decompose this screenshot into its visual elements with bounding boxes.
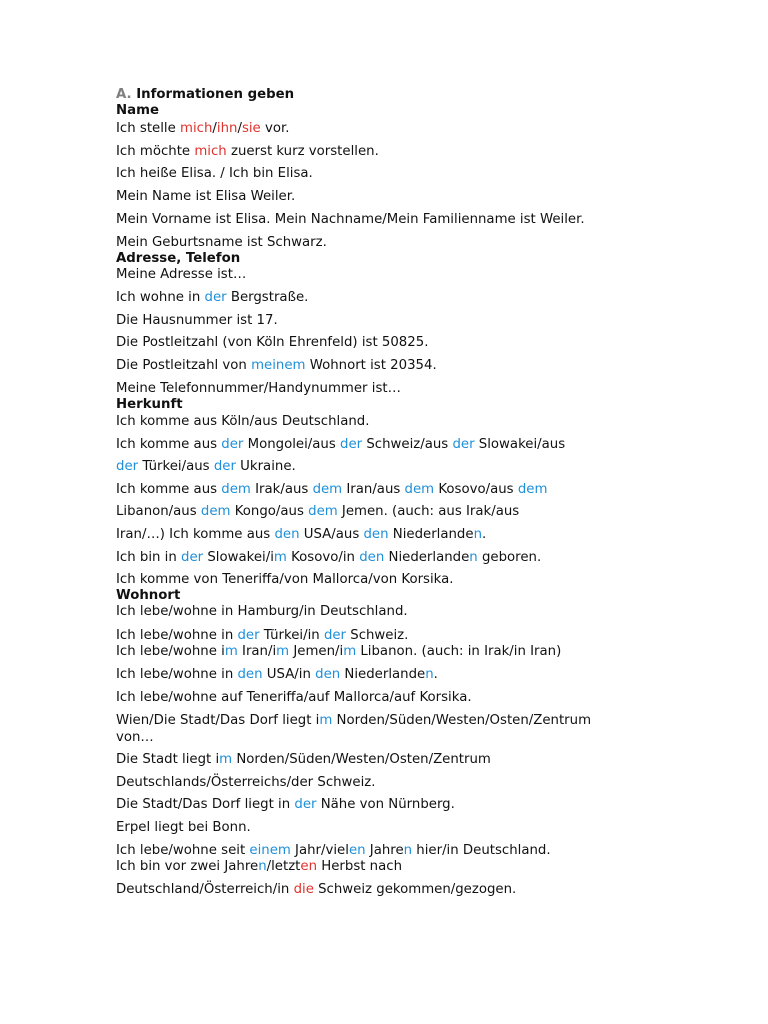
text-line [116,819,251,837]
text-segment: Mongolei/aus [243,437,341,452]
text-segment: Slowakei/aus [474,437,566,452]
highlight-blue: dem [308,504,338,519]
text-segment: Deutschland/Österreich/in [116,882,294,897]
highlight-red: mich [180,121,213,136]
text-segment: Wien/Die Stadt/Das Dorf liegt i [116,713,320,728]
text-line [116,458,296,476]
text-line [116,549,541,567]
text-segment: Ich stelle [116,121,181,136]
text-line [116,666,438,684]
text-line [116,858,402,876]
text-line [116,211,585,229]
text-line [116,481,547,499]
text-segment: Irak/aus [250,482,313,497]
highlight-blue: n [469,550,478,565]
text-segment: Kosovo/in [286,550,360,565]
text-line [116,526,486,544]
highlight-red: mich [194,144,227,159]
highlight-blue: den [359,550,385,565]
highlight-blue: dem [404,482,435,497]
text-segment: Wohnort ist 20354. [305,358,437,373]
text-segment: Die Postleitzahl von [116,358,252,373]
text-segment: Jahre [365,843,404,858]
highlight-blue: m [219,752,233,767]
highlight-blue: m [273,550,287,565]
highlight-blue: der [294,797,317,812]
section-heading [116,102,159,120]
text-line [116,643,561,661]
text-segment: Ich lebe/wohne auf Teneriffa/auf Mallorca/auf Korsika. [116,690,472,705]
text-segment: Meine Telefonnummer/Handynummer ist… [116,381,401,396]
text-segment: Türkei/in [259,628,324,643]
highlight-blue: der [116,459,139,474]
text-segment: Mein Name ist Elisa Weiler. [116,189,296,204]
text-line [116,751,491,769]
text-line [116,334,428,352]
text-segment: Die Stadt/Das Dorf liegt in [116,797,295,812]
text-segment: / [237,121,242,136]
text-segment: Jemen. (auch: aus Irak/aus [337,504,520,519]
text-segment: Türkei/aus [138,459,214,474]
text-line [116,729,154,747]
text-line [116,266,246,284]
text-segment: Libanon. (auch: in Irak/in Iran) [356,644,562,659]
highlight-blue: den [363,527,389,542]
text-segment: Jahr/viel [290,843,349,858]
highlight-blue: den [274,527,300,542]
text-segment: Deutschlands/Österreichs/der Schweiz. [116,775,376,790]
text-segment: Niederlande [340,667,426,682]
text-segment: Ich komme aus Köln/aus Deutschland. [116,414,370,429]
text-segment: Ich lebe/wohne in [116,667,238,682]
text-line [116,436,565,454]
text-segment: von… [116,730,154,745]
text-line [116,143,379,161]
text-line [116,165,313,183]
highlight-blue: n [473,527,482,542]
text-segment: /letzt [266,859,301,874]
text-segment: Mein Vorname ist Elisa. Mein Nachname/Mein Familienname ist Weiler. [116,212,585,227]
highlight-red: die [293,882,314,897]
text-line [116,188,295,206]
text-line [116,774,376,792]
highlight-blue: dem [200,504,231,519]
text-segment: Libanon/aus [116,504,201,519]
highlight-blue: der [323,628,347,643]
text-segment: geboren. [477,550,542,565]
highlight-blue: der [340,437,363,452]
text-line [116,120,289,138]
text-segment: Erpel liegt bei Bonn. [116,820,251,835]
text-segment: Iran/aus [342,482,405,497]
text-segment: Ich lebe/wohne in [116,628,238,643]
text-line [116,503,519,521]
text-segment: Ich lebe/wohne in Hamburg/in Deutschland. [116,604,408,619]
highlight-blue: der [452,437,475,452]
text-line [116,712,591,730]
text-segment: Schweiz gekommen/gezogen. [313,882,517,897]
text-segment: USA/aus [299,527,364,542]
text-segment: Mein Geburtsname ist Schwarz. [116,235,327,250]
text-line [116,312,278,330]
text-segment: Ich komme aus [116,437,222,452]
highlight-red: sie [241,121,261,136]
text-segment: Iran/i [237,644,277,659]
text-segment: Ukraine. [235,459,296,474]
text-segment: vor. [260,121,290,136]
highlight-blue: n [258,859,267,874]
text-segment: Ich komme von Teneriffa/von Mallorca/von Korsika. [116,572,454,587]
text-segment: Adresse, Telefon [116,251,241,266]
text-segment: Ich heiße Elisa. / Ich bin Elisa. [116,166,313,181]
highlight-blue: n [403,843,413,858]
text-line [116,357,437,375]
highlight-red: ihn [216,121,238,136]
text-segment: Niederlande [388,527,474,542]
text-segment: Kosovo/aus [434,482,518,497]
highlight-blue: m [276,644,290,659]
highlight-blue: m [319,713,333,728]
section-heading [116,396,183,414]
highlight-blue: dem [517,482,548,497]
text-segment: Schweiz. [346,628,409,643]
text-segment: Niederlande [384,550,470,565]
text-line [116,413,369,431]
highlight-blue: den [315,667,341,682]
text-segment: Die Postleitzahl (von Köln Ehrenfeld) ist 50825. [116,335,429,350]
highlight-blue: der [181,550,204,565]
text-segment: Ich möchte [116,144,195,159]
text-line [116,881,516,899]
text-segment: Name [116,103,159,118]
text-segment: zuerst kurz vorstellen. [226,144,379,159]
highlight-blue: der [237,628,260,643]
text-segment: . [433,667,438,682]
highlight-blue: den [237,667,263,682]
text-segment: Die Hausnummer ist 17. [116,313,278,328]
text-segment: Wohnort [116,588,181,603]
text-segment: Die Stadt liegt i [116,752,220,767]
text-segment: Nähe von Nürnberg. [316,797,455,812]
text-segment: hier/in Deutschland. [412,843,551,858]
text-segment: . [482,527,487,542]
highlight-blue: m [343,644,357,659]
text-segment: Bergstraße. [226,290,309,305]
section-letter: A. [116,87,132,102]
highlight-blue: n [425,667,434,682]
text-segment: Meine Adresse ist… [116,267,247,282]
highlight-blue: dem [221,482,251,497]
text-segment: Ich komme aus [116,482,222,497]
highlight-blue: einem [249,843,291,858]
highlight-blue: der [204,290,227,305]
text-segment: Slowakei/i [203,550,274,565]
text-segment: Iran/…) Ich komme aus [116,527,275,542]
highlight-blue: en [348,843,366,858]
text-segment: Herbst nach [317,859,402,874]
text-segment: Herkunft [116,397,183,412]
highlight-blue: dem [312,482,343,497]
text-line [116,603,408,621]
text-segment: Informationen geben [131,87,295,102]
text-line [116,796,455,814]
text-segment: Ich bin vor zwei Jahre [116,859,259,874]
highlight-blue: m [224,644,238,659]
text-segment: USA/in [262,667,316,682]
highlight-blue: der [221,437,244,452]
text-segment: Norden/Süden/Westen/Osten/Zentrum [232,752,491,767]
text-segment: / [212,121,217,136]
highlight-blue: meinem [251,358,306,373]
highlight-red: en [300,859,317,874]
text-segment: Norden/Süden/Westen/Osten/Zentrum [332,713,592,728]
text-segment: Schweiz/aus [362,437,453,452]
highlight-blue: der [213,459,236,474]
text-line [116,289,308,307]
text-segment: Kongo/aus [230,504,309,519]
text-segment: Ich lebe/wohne seit [116,843,250,858]
text-segment: Jemen/i [289,644,344,659]
text-segment: Ich bin in [116,550,182,565]
text-line [116,689,472,707]
text-segment: Ich lebe/wohne i [116,644,225,659]
text-segment: Ich wohne in [116,290,205,305]
